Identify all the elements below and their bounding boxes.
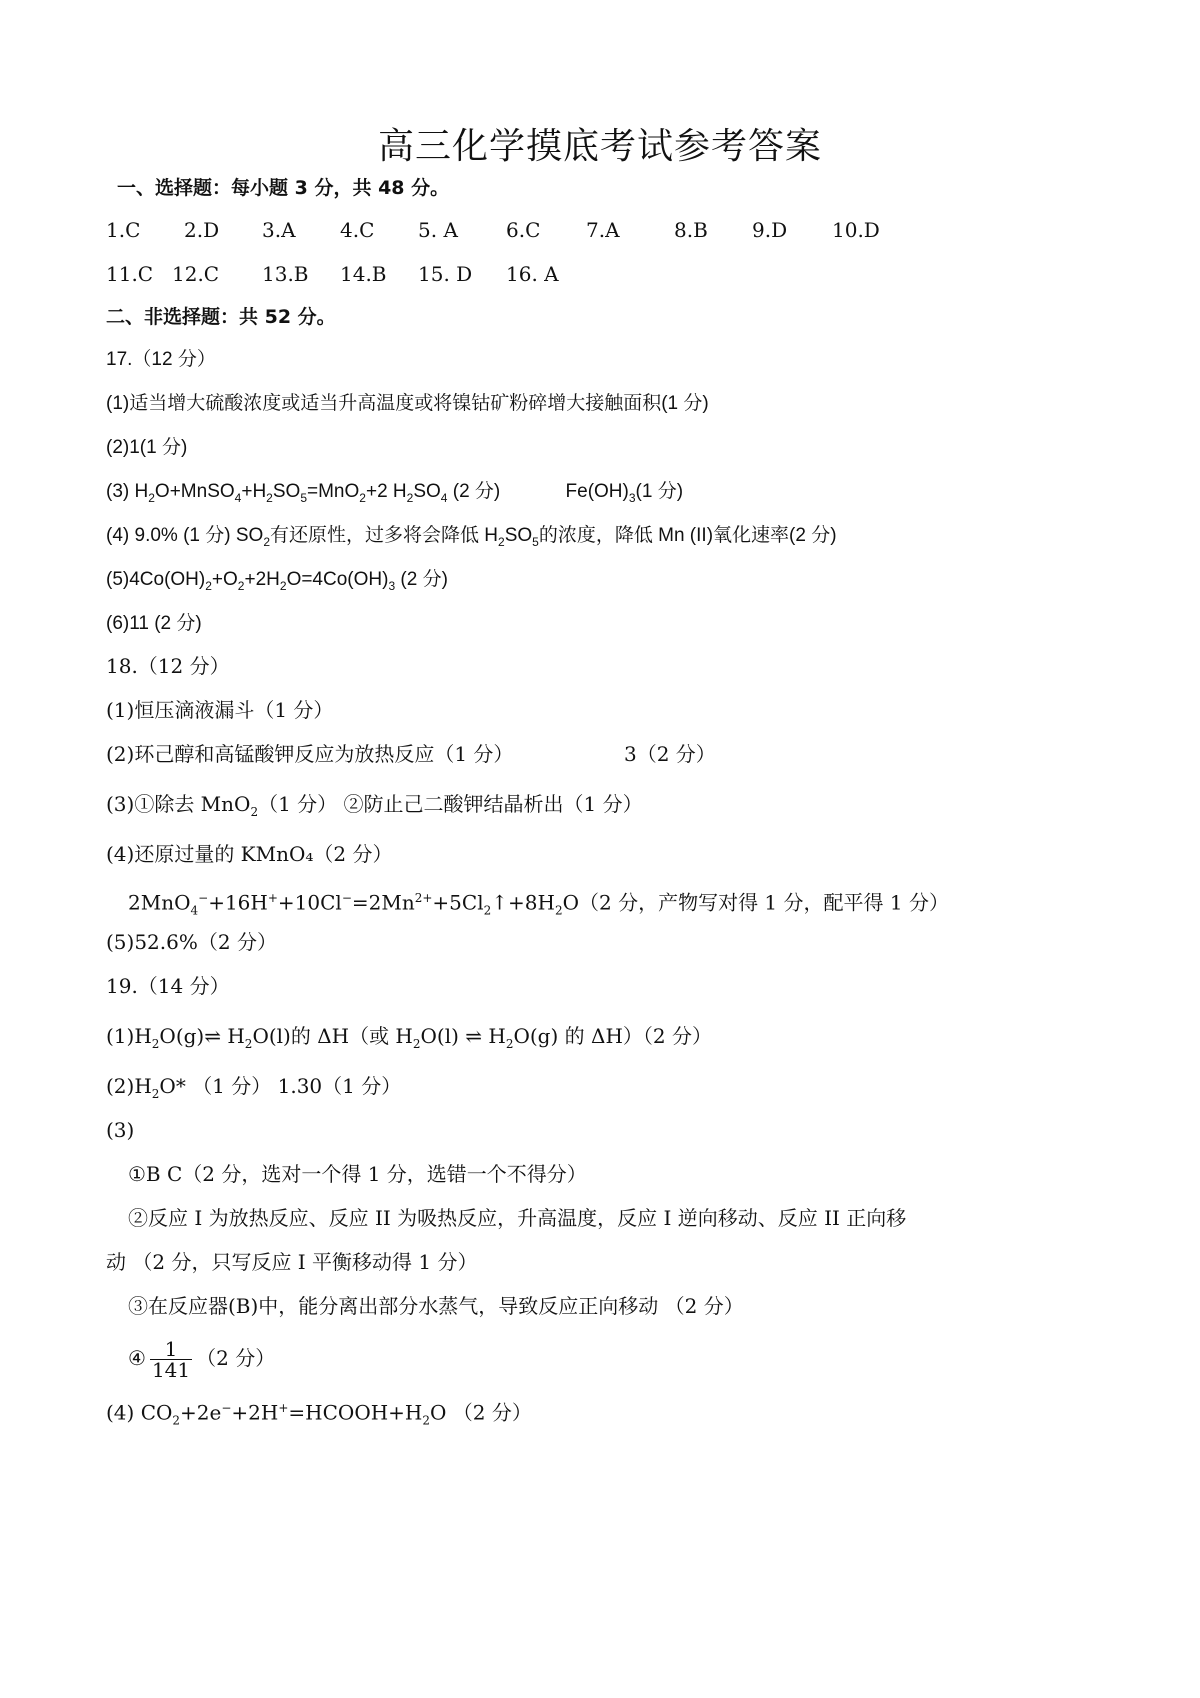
q18-answer-2b: 3（2 分）	[624, 742, 716, 766]
q18-answer-4: (4)还原过量的 KMnO₄（2 分）	[106, 842, 393, 866]
mc-answer: 4.C	[340, 218, 375, 242]
mc-answer: 2.D	[184, 218, 220, 242]
q19-answer-3: (3)	[106, 1118, 135, 1142]
q18-answer-5: (5)52.6%（2 分）	[106, 930, 277, 954]
mc-answer: 14.B	[340, 262, 387, 286]
mc-answer: 13.B	[262, 262, 309, 286]
mc-answer: 15. D	[418, 262, 473, 286]
q17-answer-5: $(5)4Co(OH)_2+O_2+2H_2O=4Co(OH)_3$ (2 分)	[106, 569, 448, 593]
mc-answer: 1.C	[106, 218, 141, 242]
q17-a3-text: (3) H	[106, 481, 149, 502]
fraction-denominator: 141	[151, 1358, 191, 1382]
q17-a4-mid: 有还原性，过多将会降低 H	[270, 525, 499, 546]
q19-answer-4: (4) $CO_2+2e^-+2H^+=HCOOH+H_2O$ （2 分）	[106, 1400, 532, 1428]
fraction	[150, 1339, 192, 1380]
mc-answer: 9.D	[752, 218, 788, 242]
mc-answer: 7.A	[586, 218, 620, 242]
q19-answer-3-3: ③在反应器(B)中，能分离出部分水蒸气，导致反应正向移动 （2 分）	[128, 1294, 744, 1318]
q17-a5-text: (5)4Co(OH)	[106, 569, 206, 590]
q19-answer-3-2: ②反应 I 为放热反应、反应 II 为吸热反应，升高温度，反应 I 逆向移动、反应 II 正向移	[128, 1206, 907, 1230]
q17-answer-3: (3) $H_2O+MnSO_4+H_2SO_5=MnO_2+2$ $H_2SO_4$ (2 分) $Fe(OH)_3(1$ 分)	[106, 481, 684, 505]
q17-a3-score: (1 分)	[635, 481, 684, 502]
q18-a3-post: （1 分） ②防止己二酸钾结晶析出（1 分）	[258, 792, 643, 816]
q17-answer-1: (1)适当增大硫酸浓度或适当升高温度或将镍钴矿粉碎增大接触面积(1 分)	[106, 393, 709, 414]
mc-answer: 12.C	[172, 262, 220, 286]
q19-answer-3-4	[128, 1334, 275, 1382]
q19-a4-text: (4) CO	[106, 1400, 173, 1425]
q17-a4-tail: 的浓度，降低 Mn (II)氧化速率(2 分)	[538, 525, 837, 546]
q18-answer-1: (1)恒压滴液漏斗（1 分）	[106, 698, 334, 722]
q18-answer-2: (2)环己醇和高锰酸钾反应为放热反应（1 分）	[106, 742, 514, 766]
q19-a34-marker: ④	[128, 1346, 146, 1370]
q17-answer-4: (4) 9.0% (1 分) $SO_2$有还原性，过多将会降低 $H_2SO_5$的浓度，降低 Mn (II)氧化速率(2 分)	[106, 525, 837, 549]
q19-a34-score: （2 分）	[196, 1346, 276, 1370]
q17-answer-6: (6)11 (2 分)	[106, 613, 202, 634]
mc-answer: 5. A	[418, 218, 458, 242]
q19-answer-1: $(1)H_2O(g)\rightleftharpoons$ $H_2O(l)$的 ΔH（或 $H_2O(l)$ ⇌ $H_2O(g)$ 的 ΔH）（2 分）	[106, 1024, 712, 1051]
mc-answer: 16. A	[506, 262, 559, 286]
section1-heading: 一、选择题：每小题 3 分，共 48 分。	[117, 177, 450, 199]
q19-answer-2: $(2)H_2O*$ （1 分） 1.30（1 分）	[106, 1074, 402, 1101]
mc-answer: 3.A	[262, 218, 296, 242]
q17-a3-second: Fe(OH)	[560, 481, 629, 502]
fraction-numerator: 1	[150, 1339, 192, 1360]
q17-a5-score: (2 分)	[395, 569, 448, 590]
mc-answer: 11.C	[106, 262, 154, 286]
q19-answer-3-1: ①B C（2 分，选对一个得 1 分，选错一个不得分）	[128, 1162, 587, 1186]
mc-answer: 8.B	[674, 218, 708, 242]
q18-answer-4-equation: $2MnO_4^-+16H^++10Cl^-=2Mn^{2+}+5Cl_2↑+8H_2O(2$ 分，产物写对得 1 分，配平得 1 分）	[128, 890, 949, 918]
section2-heading: 二、非选择题：共 52 分。	[106, 306, 336, 328]
q19-heading: 19.（14 分）	[106, 974, 230, 998]
q19-a2-tail: （1 分） 1.30（1 分）	[192, 1074, 402, 1098]
q19-a1-tail: 的 ΔH）（2 分）	[558, 1024, 712, 1048]
q18-a3-text: (3)①除去 MnO	[106, 792, 251, 816]
page-title: 高三化学摸底考试参考答案	[377, 126, 822, 167]
mc-answer: 6.C	[506, 218, 541, 242]
q19-answer-3-2-cont: 动 （2 分，只写反应 I 平衡移动得 1 分）	[106, 1250, 478, 1274]
q18-a4-note: （2 分，产物写对得 1 分，配平得 1 分）	[578, 890, 949, 915]
q18-heading: 18.（12 分）	[106, 654, 230, 678]
mc-answer: 10.D	[832, 218, 880, 242]
q17-answer-2: (2)1(1 分)	[106, 437, 188, 458]
q17-a4-text: (4) 9.0% (1 分) SO	[106, 525, 264, 546]
q17-heading: 17.（12 分）	[106, 349, 216, 370]
q19-a4-tail: O （2 分）	[430, 1400, 532, 1425]
q18-answer-3: (3)①除去 MnO$_2$（1 分） ②防止己二酸钾结晶析出（1 分）	[106, 792, 643, 819]
